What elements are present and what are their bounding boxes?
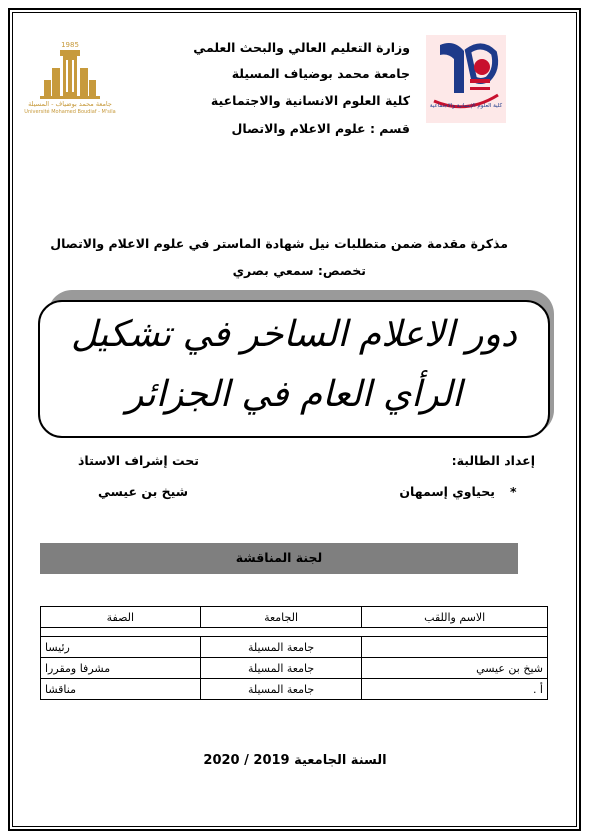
committee-title: لجنة المناقشة xyxy=(235,550,323,565)
memo-specialty: تخصص: سمعي بصري xyxy=(232,263,366,278)
table-spacer xyxy=(41,628,548,637)
supervisor-label: تحت إشراف الاستاذ xyxy=(78,453,199,468)
cell-university: جامعة المسيلة xyxy=(200,658,362,679)
cell-university: جامعة المسيلة xyxy=(200,679,362,700)
cell-name: شيخ بن عيسي xyxy=(362,658,548,679)
header-role: الصفة xyxy=(41,607,201,628)
student-bullet: * xyxy=(510,484,517,499)
committee-title-bar xyxy=(40,543,518,574)
department-line: قسم : علوم الاعلام والاتصال xyxy=(231,121,410,136)
thesis-title-line-1: دور الاعلام الساخر في تشكيل xyxy=(71,314,517,355)
faculty-line: كلية العلوم الانسانية والاجتماعية xyxy=(210,93,410,108)
student-label: إعداد الطالبة: xyxy=(451,453,535,468)
university-logo xyxy=(24,38,116,118)
supervisor-name: شيخ بن عيسي xyxy=(98,484,189,499)
table-header-row xyxy=(41,607,548,628)
ministry-line: وزارة التعليم العالي والبحث العلمي xyxy=(193,40,410,55)
table-row xyxy=(41,637,548,658)
header-university: الجامعة xyxy=(200,607,362,628)
university-line: جامعة محمد بوضياف المسيلة xyxy=(231,66,410,81)
header-name: الاسم واللقب xyxy=(362,607,548,628)
cell-university: جامعة المسيلة xyxy=(200,637,362,658)
cell-role: رئيسا xyxy=(41,637,201,658)
cell-role: مشرفا ومقررا xyxy=(41,658,201,679)
committee-table xyxy=(40,606,548,700)
academic-year: السنة الجامعية 2019 / 2020 xyxy=(203,753,387,768)
logo-year: 1985 xyxy=(61,41,79,49)
logo-name-fr: Université Mohamed Boudiaf - M'sila xyxy=(24,109,116,115)
faculty-logo xyxy=(426,35,506,123)
cell-name: أ . xyxy=(362,679,548,700)
table-row xyxy=(41,679,548,700)
faculty-logo-text: كلية العلوم الإنسانية والاجتماعية xyxy=(429,103,503,109)
table-row xyxy=(41,658,548,679)
cell-name xyxy=(362,637,548,658)
student-name: يحياوي إسمهان xyxy=(399,484,495,499)
logo-name-ar: جامعة محمد بوضياف - المسيلة xyxy=(28,100,112,108)
faculty-emblem-icon xyxy=(426,35,506,123)
thesis-title-line-2: الرأي العام في الجزائر xyxy=(125,374,463,415)
memo-purpose: مذكرة مقدمة ضمن متطلبات نيل شهادة الماستر في علوم الاعلام والاتصال xyxy=(50,236,508,251)
thesis-title-box xyxy=(38,300,550,438)
cell-role: مناقشا xyxy=(41,679,201,700)
